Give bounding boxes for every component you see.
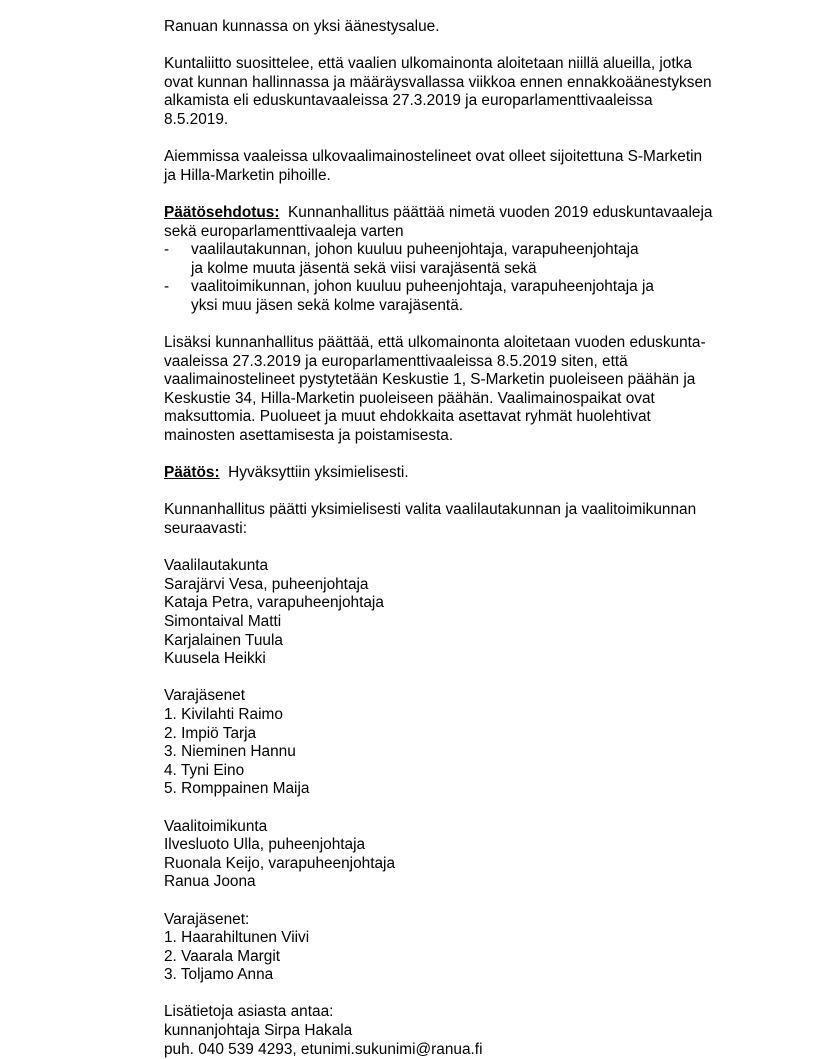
list-item: 3. Toljamo Anna <box>164 966 274 984</box>
decision-text: Hyväksyttiin yksimielisesti. <box>228 464 409 482</box>
decision-line <box>164 464 764 483</box>
advertising-line: vaaleissa 27.3.2019 ja europarlamenttivaaleissa 8.5.2019 siten, että <box>164 352 628 370</box>
proposal-bullet-item <box>164 241 764 278</box>
bullet-dash: - <box>164 278 170 296</box>
history-line: ja Hilla-Marketin pihoille. <box>164 166 331 184</box>
advertising-line: Lisäksi kunnanhallitus päättää, että ulkomainonta aloitetaan vuoden eduskunta- <box>164 334 706 352</box>
list-item: Kuusela Heikki <box>164 650 266 668</box>
recommendation-paragraph <box>164 55 764 129</box>
decision-label: Päätös: <box>164 464 220 482</box>
list-item: 2. Vaarala Margit <box>164 947 281 965</box>
advertising-line: vaalimainostelineet pystytetään Keskustie 1, S-Marketin puoleiseen päähän ja <box>164 371 696 389</box>
proposal-bullet-item <box>164 278 764 315</box>
proposal-second-line <box>164 223 764 242</box>
election-committee-title: Vaalitoimikunta <box>164 817 268 835</box>
proposal-first-line: Kunnanhallitus päättää nimetä vuoden 2019 eduskuntavaaleja <box>288 203 713 221</box>
list-item: Ilvesluoto Ulla, puheenjohtaja <box>164 836 366 854</box>
bullet-line: vaalilautakunnan, johon kuuluu puheenjohtaja, varapuheenjohtaja <box>191 241 639 259</box>
intro-text: Ranuan kunnassa on yksi äänestysalue. <box>164 18 440 35</box>
list-item: 1. Kivilahti Raimo <box>164 705 283 723</box>
list-item: 3. Nieminen Hannu <box>164 743 296 761</box>
deputies-title: Varajäsenet <box>164 687 245 705</box>
election-board-title: Vaalilautakunta <box>164 557 269 575</box>
intro-paragraph <box>164 18 764 37</box>
selection-line: Kunnanhallitus päätti yksimielisesti valita vaalilautakunnan ja vaalitoimikunnan <box>164 501 697 519</box>
list-item: Simontaival Matti <box>164 613 282 630</box>
list-item: 4. Tyni Eino <box>164 761 245 779</box>
contact-block <box>164 1003 764 1059</box>
contact-phone-email: puh. 040 539 4293, etunimi.sukunimi@ranua.fi <box>164 1040 483 1058</box>
recommendation-line: 8.5.2019. <box>164 110 229 128</box>
document-page <box>164 18 764 1059</box>
proposal-second-line-text: sekä europarlamenttivaaleja varten <box>164 222 404 240</box>
list-item: 1. Haarahiltunen Viivi <box>164 929 310 947</box>
list-item: Kataja Petra, varapuheenjohtaja <box>164 594 384 612</box>
election-committee-deputies-list <box>164 911 764 985</box>
list-item: Ruonala Keijo, varapuheenjohtaja <box>164 854 396 872</box>
advertising-line: maksuttomia. Puolueet ja muut ehdokkaita asettavat ryhmät huolehtivat <box>164 408 651 426</box>
bullet-dash: - <box>164 241 170 259</box>
history-line: Aiemmissa vaaleissa ulkovaalimainostelineet ovat olleet sijoitettuna S-Marketin <box>164 148 703 166</box>
advertising-line: mainosten asettamisesta ja poistamisesta. <box>164 427 454 445</box>
list-item: Sarajärvi Vesa, puheenjohtaja <box>164 575 369 593</box>
list-item: 5. Romppainen Maija <box>164 780 310 798</box>
recommendation-line: alkamista eli eduskuntavaaleissa 27.3.2019 ja europarlamenttivaaleissa <box>164 92 653 110</box>
bullet-line: ja kolme muuta jäsentä sekä viisi varajäsentä sekä <box>191 259 537 277</box>
proposal-label: Päätösehdotus: <box>164 203 280 221</box>
contact-name: kunnanjohtaja Sirpa Hakala <box>164 1022 353 1040</box>
selection-paragraph <box>164 501 764 538</box>
election-committee-list <box>164 818 764 892</box>
proposal-section <box>164 204 764 316</box>
election-board-list <box>164 557 764 669</box>
bullet-line: vaalitoimikunnan, johon kuuluu puheenjohtaja, varapuheenjohtaja ja <box>191 278 654 296</box>
list-item: Ranua Joona <box>164 873 256 891</box>
committee-deputies-title: Varajäsenet: <box>164 910 250 928</box>
advertising-paragraph <box>164 334 764 446</box>
advertising-line: Keskustie 34, Hilla-Marketin puoleiseen päähän. Vaalimainospaikat ovat <box>164 389 655 407</box>
list-item: Karjalainen Tuula <box>164 631 283 649</box>
history-paragraph <box>164 148 764 185</box>
selection-line: seuraavasti: <box>164 520 247 538</box>
election-board-deputies-list <box>164 687 764 799</box>
recommendation-line: Kuntaliitto suosittelee, että vaalien ulkomainonta aloitetaan niillä alueilla, jotka <box>164 55 692 73</box>
bullet-line: yksi muu jäsen sekä kolme varajäsentä. <box>191 296 464 314</box>
list-item: 2. Impiö Tarja <box>164 724 257 742</box>
recommendation-line: ovat kunnan hallinnassa ja määräysvallassa viikkoa ennen ennakkoäänestyksen <box>164 73 712 91</box>
contact-heading: Lisätietoja asiasta antaa: <box>164 1003 334 1021</box>
proposal-heading-line <box>164 204 764 223</box>
